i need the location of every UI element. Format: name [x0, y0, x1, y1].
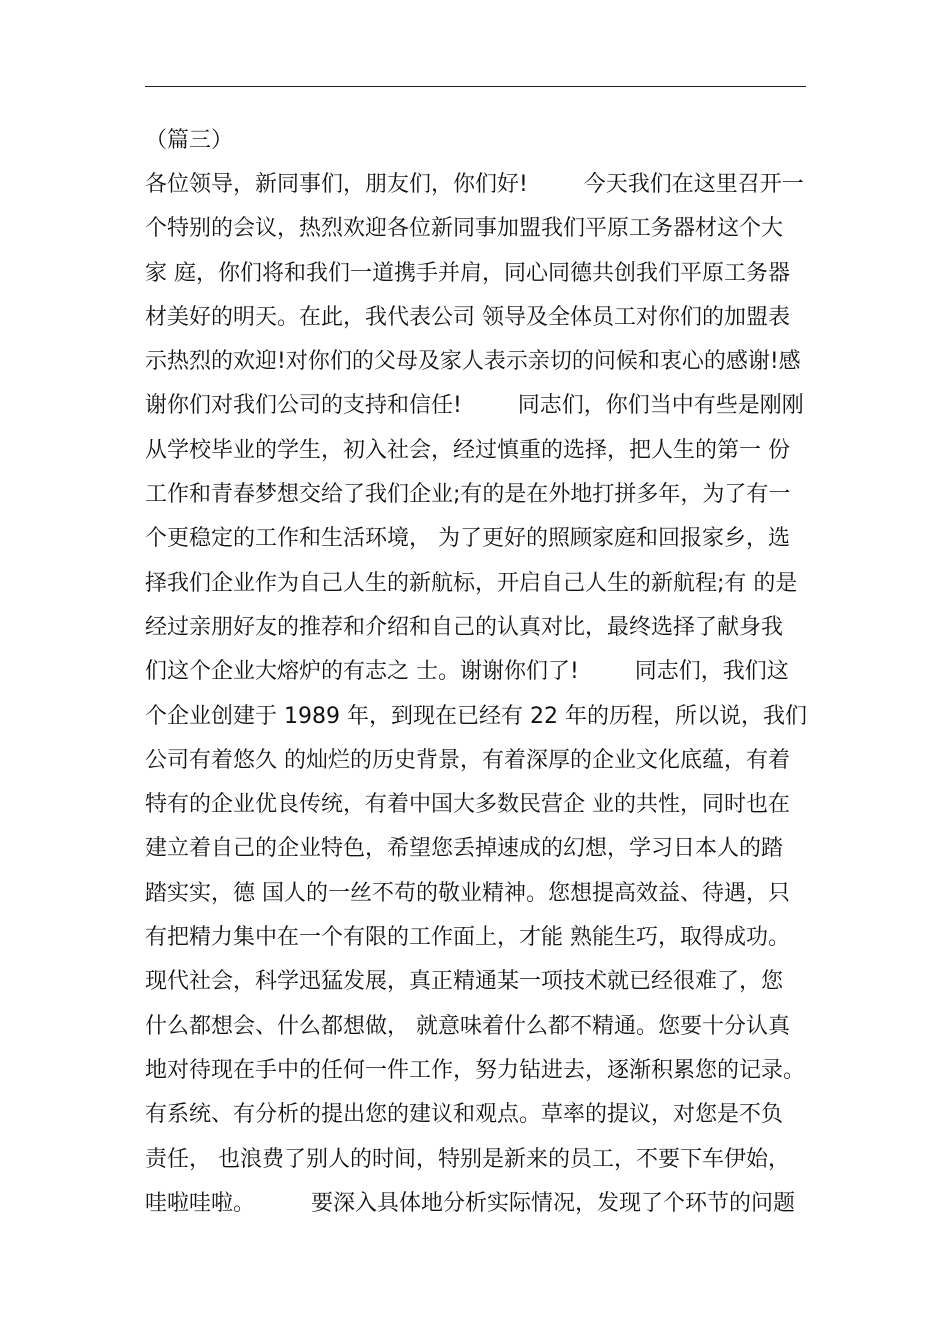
text-line: 谢你们对我们公司的支持和信任! 同志们，你们当中有些是刚刚: [145, 393, 804, 419]
text-line: 个特别的会议，热烈欢迎各位新同事加盟我们平原工务器材这个大: [145, 216, 784, 242]
text-line: 什么都想会、什么都想做， 就意味着什么都不精通。您要十分认真: [145, 1013, 790, 1039]
body-text: [145, 168, 825, 1231]
text-line: 家 庭，你们将和我们一道携手并肩，同心同德共创我们平原工务器: [145, 260, 790, 286]
text-line: 个更稳定的工作和生活环境， 为了更好的照顾家庭和回报家乡，选: [145, 526, 790, 552]
text-line: 有把精力集中在一个有限的工作面上，才能 熟能生巧，取得成功。: [145, 925, 790, 951]
text-line: 有系统、有分析的提出您的建议和观点。草率的提议，对您是不负: [145, 1102, 784, 1128]
text-line: 材美好的明天。在此，我代表公司 领导及全体员工对你们的加盟表: [145, 304, 790, 330]
text-line: 特有的企业优良传统，有着中国大多数民营企 业的共性，同时也在: [145, 792, 790, 818]
text-line: 择我们企业作为自己人生的新航标，开启自己人生的新航程;有 的是: [145, 570, 798, 596]
text-line: 经过亲朋好友的推荐和介绍和自己的认真对比，最终选择了献身我: [145, 614, 784, 640]
text-line: 踏实实，德 国人的一丝不苟的敬业精神。您想提高效益、待遇，只: [145, 880, 790, 906]
text-line: 们这个企业大熔炉的有志之 士。谢谢你们了! 同志们，我们这: [145, 659, 789, 685]
text-line: 从学校毕业的学生，初入社会，经过慎重的选择，把人生的第一 份: [145, 437, 790, 463]
text-line: 哇啦哇啦。 要深入具体地分析实际情况，发现了个环节的问题: [145, 1190, 795, 1216]
text-line: 示热烈的欢迎!对你们的父母及家人表示亲切的问候和衷心的感谢!感: [145, 349, 801, 375]
text-line: 个企业创建于 1989 年，到现在已经有 22 年的历程，所以说，我们: [145, 703, 807, 729]
text-line: 建立着自己的企业特色，希望您丢掉速成的幻想，学习日本人的踏: [145, 836, 784, 862]
text-line: 责任， 也浪费了别人的时间，特别是新来的员工，不要下车伊始，: [145, 1146, 790, 1172]
header-rule: [145, 86, 806, 87]
text-line: 公司有着悠久 的灿烂的历史背景，有着深厚的企业文化底蕴，有着: [145, 747, 790, 773]
text-line: 现代社会，科学迅猛发展，真正精通某一项技术就已经很难了，您: [145, 969, 784, 995]
text-line: 各位领导，新同事们，朋友们，你们好! 今天我们在这里召开一: [145, 172, 804, 197]
section-heading: （篇三）: [145, 128, 234, 153]
text-line: 工作和青春梦想交给了我们企业;有的是在外地打拼多年，为了有一: [145, 482, 791, 508]
text-line: 地对待现在手中的任何一件工作，努力钻进去，逐渐积累您的记录。: [145, 1057, 806, 1083]
